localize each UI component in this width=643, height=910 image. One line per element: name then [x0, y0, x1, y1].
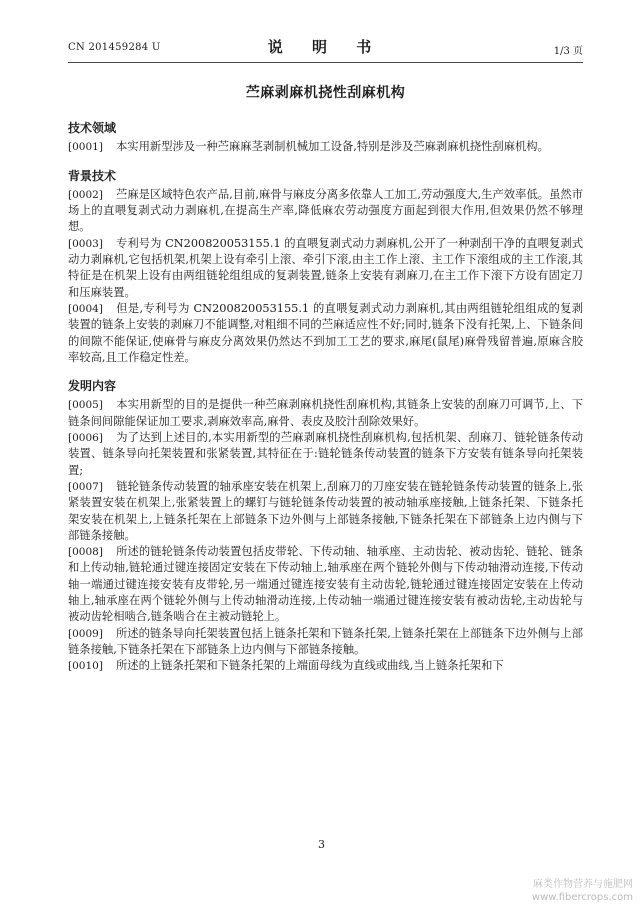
paragraph: [68, 479, 583, 544]
paragraph-number: [0004]: [68, 302, 103, 315]
paragraph: [68, 397, 583, 430]
section-background: [68, 168, 583, 367]
paragraph-number: [0003]: [68, 237, 103, 250]
paragraph: [68, 301, 583, 366]
watermark-url: www.fibercrops.com: [531, 892, 633, 903]
paragraph: [68, 544, 583, 625]
paragraph-text: 所述的链轮链条传动装置包括皮带轮、下传动轴、轴承座、主动齿轮、被动齿轮、链轮、链条和上传动轴,链轮通过键连接固定安装在下传动轴上,轴承座在两个链轮外侧与下传动轴滑动连接,下传动轴一端通过键连接安装有皮带轮,另一端通过键连接安装有主动齿轮,链轮通过键连接固定安装在上传动轴上,轴承座在两个链轮外侧与上传动轴滑动连接,上传动轴一端通过键连接安装有被动齿轮,主动齿轮与被动齿轮相啮合,链条啮合在主被动链轮上。: [68, 545, 583, 624]
section-summary: [68, 378, 583, 674]
paragraph-number: [0002]: [68, 188, 103, 201]
document-body: [68, 120, 583, 687]
page-header: [68, 36, 583, 60]
section-heading: 发明内容: [68, 379, 117, 394]
page-indicator: 1/3 页: [553, 46, 583, 57]
section-heading: 背景技术: [68, 168, 117, 183]
paragraph-number: [0005]: [68, 399, 103, 412]
paragraph: [68, 139, 583, 155]
header-divider: [68, 62, 583, 63]
paragraph-text: 苎麻是区域特色农产品,目前,麻骨与麻皮分离多依靠人工加工,劳动强度大,生产效率低。虽然市场上的直喂复剥式动力剥麻机,在提高生产率,降低麻农劳动强度方面起到很大作用,但效果仍然不够理想。: [68, 187, 583, 234]
paragraph-number: [0001]: [68, 141, 103, 154]
paragraph-text: 专利号为 CN200820053155.1 的直喂复剥式动力剥麻机,公开了一种剥刮干净的直喂复剥式动力剥麻机,它包括机架,机架上设有牵引上滚、牵引下滚,由主工作上滚、主工作下滚组成的主工作滚,其特征是在机架上设有由两组链轮组组成的复剥装置,链条上安装有剥麻刀,在主工作下滚下方设有固定刀和压麻装置。: [68, 236, 583, 299]
paragraph-text: 但是,专利号为 CN200820053155.1 的直喂复剥式动力剥麻机,其由两组链轮组组成的复剥装置的链条上安装的剥麻刀不能调整,对粗细不同的苎麻适应性不好;同时,链条下没有托架,上、下链条间的间隙不能保证,使麻骨与麻皮分离效果仍然达不到加工工艺的要求,麻尾(鼠尾)麻骨残留普遍,原麻含胶率较高,且工作稳定性差。: [68, 301, 583, 364]
paragraph: [68, 430, 583, 479]
section-heading: 技术领域: [68, 121, 117, 135]
paragraph: [68, 236, 583, 301]
paragraph-number: [0008]: [68, 546, 103, 559]
paragraph-number: [0009]: [68, 627, 103, 640]
publication-number: CN 201459284 U: [68, 42, 161, 53]
header-title: 说 明 书: [267, 38, 384, 56]
paragraph-text: 链轮链条传动装置的轴承座安装在机架上,刮麻刀的刀座安装在链轮链条传动装置的链条上,张紧装置安装在机架上,张紧装置上的螺钉与链轮链条传动装置的被动轴承座接触,上链条托架、下链条托架安装在机架上,上链条托架在上部链条下边外侧与上部链条接触,下链条托架在下部链条上边内侧与下部链条接触。: [68, 479, 583, 542]
paragraph: [68, 658, 583, 674]
document-title: 苎麻剥麻机挠性刮麻机构: [245, 85, 406, 101]
paragraph-text: 本实用新型的目的是提供一种苎麻剥麻机挠性刮麻机构,其链条上安装的刮麻刀可调节,上、下链条间间隙能保证加工要求,剥麻效率高,麻骨、表皮及胶汁刮除效果好。: [68, 398, 583, 428]
paragraph-number: [0007]: [68, 480, 103, 493]
paragraph-number: [0006]: [68, 432, 103, 445]
paragraph-text: 所述的上链条托架和下链条托架的上端面母线为直线或曲线,当上链条托架和下: [116, 659, 504, 673]
paragraph: [68, 187, 583, 236]
paragraph-text: 所述的链条导向托架装置包括上链条托架和下链条托架,上链条托架在上部链条下边外侧与上部链条接触,下链条托架在下部链条上边内侧与下部链条接触。: [68, 626, 583, 656]
paragraph-number: [0010]: [68, 660, 103, 673]
page-number: 3: [318, 838, 325, 851]
site-watermark: [532, 878, 633, 904]
watermark-line: 麻类作物营养与施肥网: [533, 879, 633, 890]
paragraph: [68, 626, 583, 659]
section-technical-field: [68, 120, 583, 156]
paragraph-text: 本实用新型涉及一种苎麻麻茎剥制机械加工设备,特别是涉及苎麻剥麻机挠性刮麻机构。: [116, 140, 549, 154]
paragraph-text: 为了达到上述目的,本实用新型的苎麻剥麻机挠性刮麻机构,包括机架、刮麻刀、链轮链条传动装置、链条导向托架装置和张紧装置,其特征在于:链轮链条传动装置的链条下方安装有链条导向托架装置;: [68, 431, 583, 477]
